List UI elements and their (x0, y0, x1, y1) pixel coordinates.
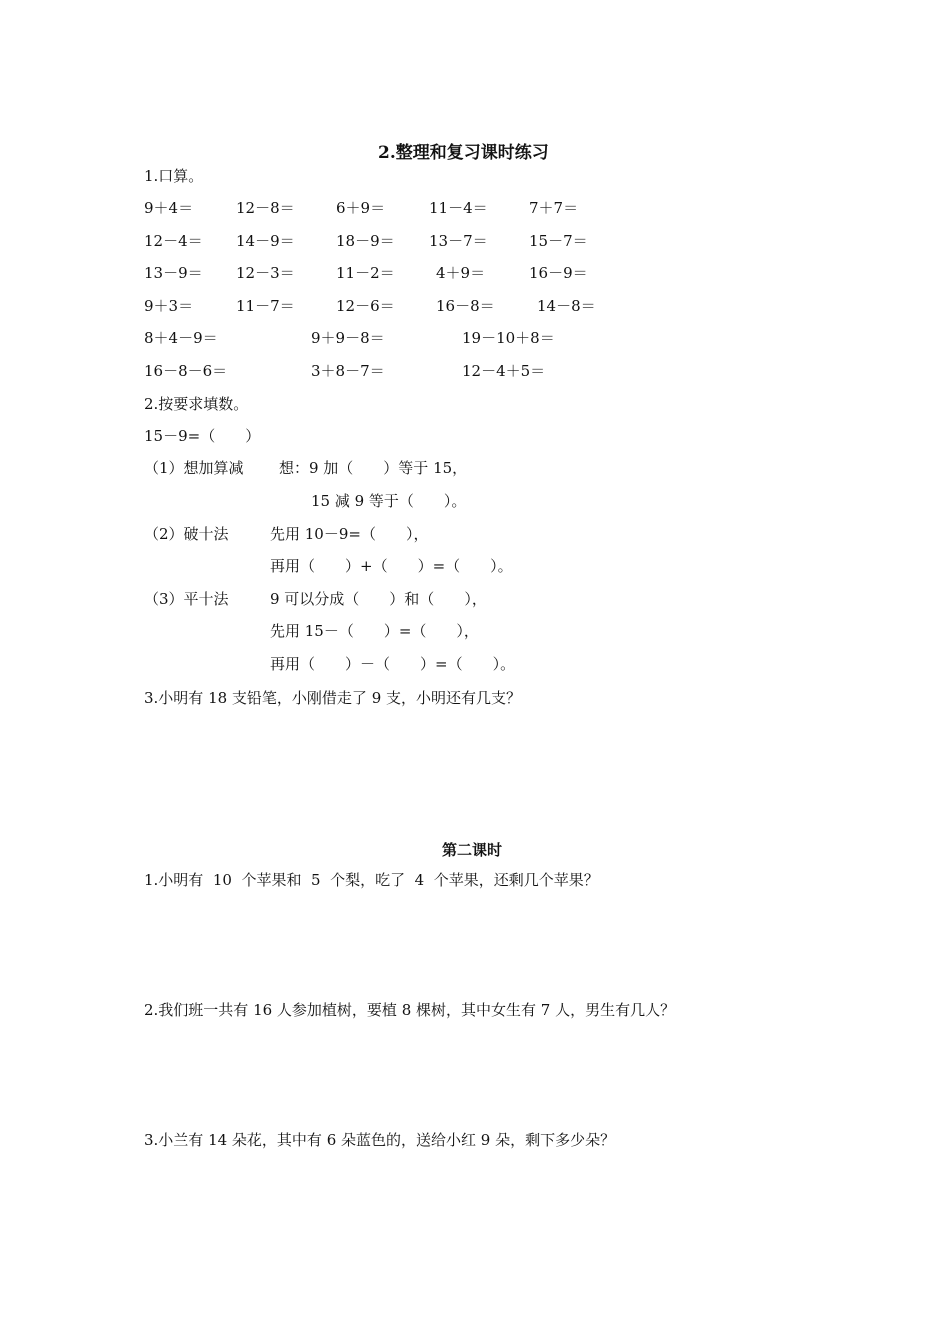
calc-item: 18－9＝ (336, 232, 395, 250)
calc-item: 13－9＝ (144, 264, 203, 282)
method-1-line: 15 减 9 等于（ ）。 (311, 492, 467, 510)
calc-item: 13－7＝ (429, 232, 488, 250)
calc-item: 15－7＝ (529, 232, 588, 250)
method-1-label: （1）想加算减 (144, 459, 244, 477)
q2-heading: 2.按要求填数。 (144, 395, 249, 413)
lesson2-title: 第二课时 (442, 841, 503, 859)
lesson2-problem-1: 1.小明有 10 个苹果和 5 个梨，吃了 4 个苹果，还剩几个苹果？ (144, 871, 599, 889)
calc-item: 16－8＝ (436, 297, 495, 315)
method-3-label: （3）平十法 (144, 590, 229, 608)
calc-item: 12－4＝ (144, 232, 203, 250)
calc-item: 19－10＋8＝ (462, 329, 555, 347)
method-3-line: 先用 15－（ ）=（ ）， (270, 622, 479, 640)
page-title: 2.整理和复习课时练习 (378, 143, 549, 163)
calc-item: 7＋7＝ (529, 199, 579, 217)
calc-item: 12－4＋5＝ (462, 362, 546, 380)
calc-item: 14－8＝ (537, 297, 596, 315)
calc-item: 12－8＝ (236, 199, 295, 217)
calc-item: 12－3＝ (236, 264, 295, 282)
calc-item: 8＋4－9＝ (144, 329, 218, 347)
method-2-line: 再用（ ）+（ ）=（ ）。 (270, 557, 513, 575)
calc-item: 9＋4＝ (144, 199, 194, 217)
calc-item: 16－8－6＝ (144, 362, 228, 380)
q1-heading: 1.口算。 (144, 167, 204, 185)
method-2-label: （2）破十法 (144, 525, 229, 543)
lesson2-problem-2: 2.我们班一共有 16 人参加植树，要植 8 棵树，其中女生有 7 人，男生有几人？ (144, 1001, 676, 1019)
method-1-line: 想：9 加（ ）等于 15， (279, 459, 468, 477)
calc-item: 9＋9－8＝ (311, 329, 385, 347)
calc-item: 11－7＝ (236, 297, 295, 315)
calc-item: 4＋9＝ (436, 264, 486, 282)
calc-item: 11－2＝ (336, 264, 395, 282)
q2-expression: 15－9=（ ） (144, 427, 261, 445)
method-3-line: 9 可以分成（ ）和（ ）， (270, 590, 487, 608)
calc-item: 12－6＝ (336, 297, 395, 315)
calc-item: 6＋9＝ (336, 199, 386, 217)
q3-text: 3.小明有 18 支铅笔，小刚借走了 9 支，小明还有几支？ (144, 689, 522, 707)
calc-item: 14－9＝ (236, 232, 295, 250)
calc-item: 9＋3＝ (144, 297, 194, 315)
method-3-line: 再用（ ）－（ ）=（ ）。 (270, 655, 516, 673)
calc-item: 3＋8－7＝ (311, 362, 385, 380)
method-2-line: 先用 10－9=（ ）， (270, 525, 429, 543)
calc-item: 11－4＝ (429, 199, 488, 217)
lesson2-problem-3: 3.小兰有 14 朵花，其中有 6 朵蓝色的，送给小红 9 朵，剩下多少朵？ (144, 1131, 616, 1149)
calc-item: 16－9＝ (529, 264, 588, 282)
